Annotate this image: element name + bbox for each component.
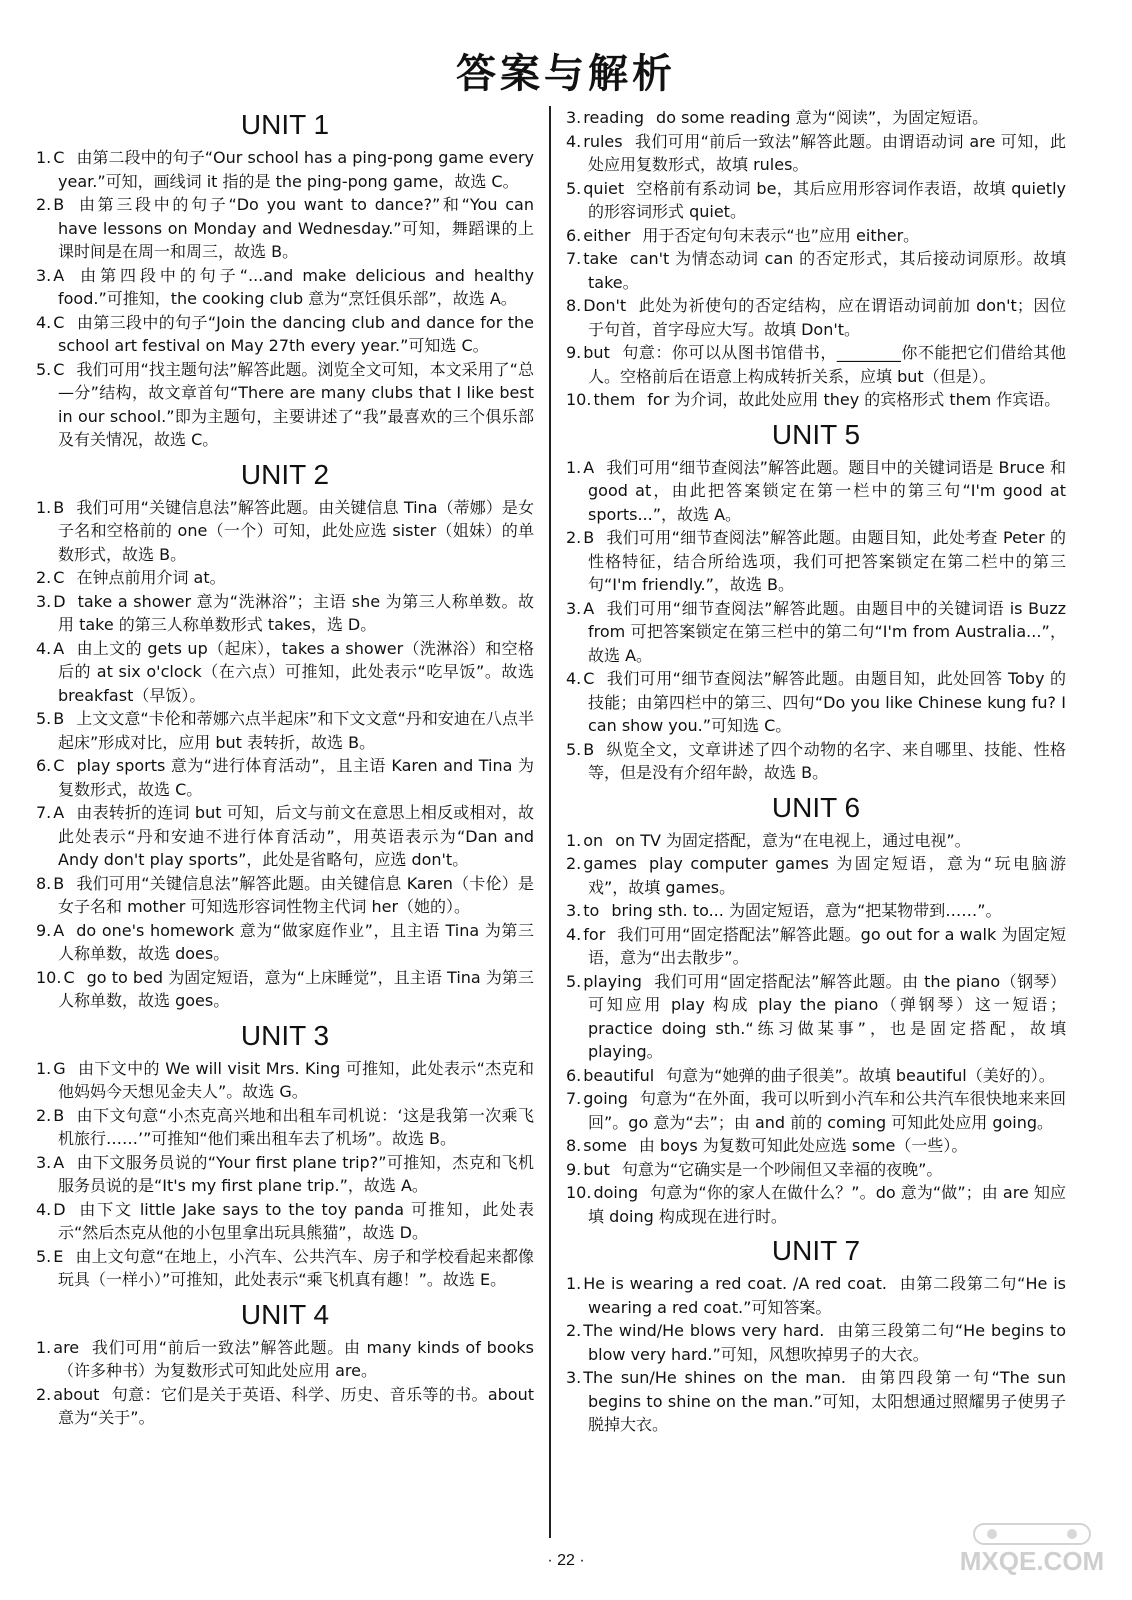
item-answer: going xyxy=(583,1089,628,1108)
answer-item xyxy=(36,566,534,590)
right-column xyxy=(566,106,1066,1443)
item-number: 1. xyxy=(36,1058,52,1078)
unit-heading: UNIT 1 xyxy=(240,109,330,140)
answer-item xyxy=(36,1198,534,1245)
item-number: 4. xyxy=(566,131,582,151)
item-number: 2. xyxy=(566,854,582,873)
item-number: 4. xyxy=(36,312,52,332)
watermark-text: MXQE.COM xyxy=(959,1546,1105,1576)
item-number: 9. xyxy=(36,920,52,940)
answer-item xyxy=(566,1366,1066,1437)
item-explanation: 我们可用“关键信息法”解答此题。由关键信息 Karen（卡伦）是女子名和 mother 可知选形容词性物主代词 her（她的）。 xyxy=(58,873,534,916)
item-explanation: 句意为“它确实是一个吵闹但又幸福的夜晚”。 xyxy=(621,1159,943,1179)
item-number: 3. xyxy=(566,901,582,920)
answer-item xyxy=(566,738,1066,785)
answer-item xyxy=(36,637,534,708)
answer-item xyxy=(566,667,1066,738)
answer-item xyxy=(36,1245,534,1292)
item-answer: doing xyxy=(593,1183,639,1202)
item-number: 1. xyxy=(36,497,52,517)
item-number: 3. xyxy=(36,1152,52,1172)
unit-section xyxy=(36,1298,534,1430)
answer-item xyxy=(566,829,1066,853)
item-explanation: bring sth. to... 为固定短语，意为“把某物带到……”。 xyxy=(611,901,1002,920)
left-column xyxy=(36,106,534,1436)
answer-item xyxy=(36,146,534,193)
item-explanation: 由上文的 gets up（起床），takes a shower（洗淋浴）和空格后的 at six o'clock（在六点）可推知，此处表示“吃早饭”。故选 breakfast（早饭）。 xyxy=(58,638,534,705)
answer-item xyxy=(36,311,534,358)
item-number: 1. xyxy=(36,148,52,167)
item-answer: A xyxy=(53,1152,65,1172)
item-answer: E xyxy=(53,1246,64,1266)
item-explanation: go to bed 为固定短语，意为“上床睡觉”，且主语 Tina 为第三人称单数，故选 goes。 xyxy=(58,967,534,1010)
item-answer: A xyxy=(53,265,65,285)
item-number: 4. xyxy=(566,924,582,944)
item-number: 2. xyxy=(36,568,52,587)
item-answer: The sun/He shines on the man. xyxy=(583,1368,846,1387)
answer-item xyxy=(566,1134,1066,1158)
item-explanation: 由下文 little Jake says to the toy panda 可推知，此处表示“然后杰克从他的小包里拿出玩具熊猫”，故选 D。 xyxy=(58,1199,534,1242)
answer-item xyxy=(36,358,534,452)
item-answer: C xyxy=(53,568,65,587)
item-answer: B xyxy=(583,528,595,547)
answer-item xyxy=(566,294,1066,341)
item-number: 3. xyxy=(36,265,52,285)
item-number: 5. xyxy=(566,739,582,759)
item-explanation: 由下文中的 We will visit Mrs. King 可推知，此处表示“杰克和他妈妈今天想见金夫人”。故选 G。 xyxy=(58,1058,534,1101)
item-explanation: 由上文句意“在地上，小汽车、公共汽车、房子和学校看起来都像玩具（一样小）”可推知，此处表示“乘飞机真有趣！”。故选 E。 xyxy=(58,1246,534,1289)
answer-item xyxy=(566,177,1066,224)
answer-item xyxy=(36,872,534,919)
item-answer: rules xyxy=(583,131,623,151)
unit-heading: UNIT 3 xyxy=(240,1019,330,1051)
answer-item xyxy=(36,1383,534,1430)
item-explanation: play sports 意为“进行体育活动”，且主语 Karen and Tina 为复数形式，故选 C。 xyxy=(58,756,534,799)
item-explanation: 由表转折的连词 but 可知，后文与前文在意思上相反或相对，故此处表示“丹和安迪不进行体育活动”，用英语表示为“Dan and Andy don't play sports”，此处是省略句，应选 don't。 xyxy=(58,803,534,869)
item-explanation: 由第二段中的句子“Our school has a ping-pong game every year.”可知，画线词 it 指的是 the ping-pong game，故选 C。 xyxy=(58,148,534,191)
item-explanation: 句意为“你的家人在做什么？”。do 意为“做”；由 are 知应填 doing 构成现在进行时。 xyxy=(588,1183,1066,1226)
item-answer: B xyxy=(53,873,65,893)
item-explanation: 我们可用“细节查阅法”解答此题。由题目中的关键词语 is Buzz from 可把答案锁定在第三栏中的第二句“I'm from Australia...”，故选 A。 xyxy=(588,598,1066,665)
answer-item xyxy=(566,1064,1066,1088)
item-explanation: do one's homework 意为“做家庭作业”，且主语 Tina 为第三人称单数，故选 does。 xyxy=(58,920,534,963)
unit-heading: UNIT 6 xyxy=(771,791,861,823)
answer-item xyxy=(36,1151,534,1198)
column-divider xyxy=(549,106,551,1538)
answer-item xyxy=(566,1158,1066,1182)
answer-item xyxy=(36,1336,534,1383)
item-number: 7. xyxy=(36,803,52,822)
item-explanation: 空格前有系动词 be，其后应用形容词作表语，故填 quietly 的形容词形式 quiet。 xyxy=(588,178,1066,221)
item-explanation: 在钟点前用介词 at。 xyxy=(76,568,226,587)
item-answer: C xyxy=(53,756,65,775)
item-answer: C xyxy=(63,967,75,987)
item-number: 5. xyxy=(36,359,52,379)
answer-item xyxy=(36,754,534,801)
unit-heading: UNIT 7 xyxy=(771,1235,861,1266)
answer-item xyxy=(566,526,1066,597)
item-answer: either xyxy=(583,225,631,245)
item-explanation: 由第四段中的句子“...and make delicious and healthy food.”可推知，the cooking club 意为“烹饪俱乐部”，故选 A。 xyxy=(58,265,534,308)
item-number: 1. xyxy=(36,1337,52,1357)
item-answer: about xyxy=(53,1384,100,1404)
item-explanation: 由第三段中的句子“Do you want to dance?”和“You can have lessons on Monday and Wednesday.”可知，舞蹈课的上课时间是在周一和周三，故选 B。 xyxy=(58,195,534,261)
item-explanation: play computer games 为固定短语，意为“玩电脑游戏”，故填 games。 xyxy=(588,854,1066,897)
item-number: 5. xyxy=(36,1246,52,1266)
item-explanation: 我们可用“固定搭配法”解答此题。由 the piano（钢琴）可知应用 play 构成 play the piano（弹钢琴）这一短语；practice doing sth.“练习做某事”，也是固定搭配，故填 playing。 xyxy=(588,971,1066,1061)
unit-heading: UNIT 2 xyxy=(240,458,330,490)
item-answer: A xyxy=(53,803,65,822)
answer-item xyxy=(566,247,1066,294)
item-number: 2. xyxy=(566,1321,582,1340)
watermark xyxy=(942,1522,1122,1578)
item-answer: B xyxy=(53,709,65,728)
answer-item xyxy=(566,852,1066,899)
item-number: 7. xyxy=(566,249,582,268)
item-answer: games xyxy=(583,854,637,873)
item-number: 10. xyxy=(566,390,592,409)
answer-item xyxy=(36,193,534,264)
answer-item xyxy=(36,966,534,1013)
item-answer: C xyxy=(583,669,595,688)
item-explanation: 我们可用“关键信息法”解答此题。由关键信息 Tina（蒂娜）是女子名和空格前的 one（一个）可知，此处应选 sister（姐妹）的单数形式，故选 B。 xyxy=(58,497,534,564)
item-explanation: 由第三段中的句子“Join the dancing club and dance for the school art festival on May 27th every year.”可知选 C。 xyxy=(58,312,534,355)
item-explanation: 我们可用“找主题句法”解答此题。浏览全文可知，本文采用了“总—分”结构，故文章首句“There are many clubs that I like best in our school.”即为主题句，主要讲述了“我”最喜欢的三个俱乐部及有关情况，故选 C。 xyxy=(58,359,534,449)
unit-section xyxy=(566,1234,1066,1437)
item-explanation: 我们可用“固定搭配法”解答此题。go out for a walk 为固定短语，意为“出去散步”。 xyxy=(588,924,1066,967)
item-answer: but xyxy=(583,1159,610,1179)
item-explanation: 我们可用“前后一致法”解答此题。由 many kinds of books（许多种书）为复数形式可知此处应用 are。 xyxy=(58,1337,534,1380)
item-number: 1. xyxy=(566,1274,582,1293)
answer-item xyxy=(566,1181,1066,1228)
item-number: 2. xyxy=(36,1384,52,1404)
item-number: 3. xyxy=(36,591,52,611)
item-explanation: 句意为“她弹的曲子很美”。故填 beautiful（美好的）。 xyxy=(666,1065,1055,1085)
answer-item xyxy=(36,707,534,754)
item-number: 7. xyxy=(566,1089,582,1108)
item-explanation: 由下文服务员说的“Your first plane trip?”可推知，杰克和飞机服务员说的是“It's my first plane trip.”，故选 A。 xyxy=(58,1152,534,1195)
item-answer: beautiful xyxy=(583,1065,655,1085)
item-number: 6. xyxy=(566,1065,582,1085)
answer-item xyxy=(36,919,534,966)
item-explanation: 由第二段第二句“He is wearing a red coat.”可知答案。 xyxy=(588,1274,1066,1317)
item-explanation: 我们可用“细节查阅法”解答此题。由题目知，此处考查 Peter 的性格特征，结合所给选项，我们可把答案锁定在第二栏中的第三句“I'm friendly.”，故选 B。 xyxy=(588,528,1066,594)
item-answer: to xyxy=(583,901,600,920)
item-number: 9. xyxy=(566,1159,582,1179)
item-answer: C xyxy=(53,312,65,332)
unit-section xyxy=(566,418,1066,785)
item-number: 2. xyxy=(566,528,582,547)
item-answer: The wind/He blows very hard. xyxy=(583,1321,825,1340)
item-number: 3. xyxy=(566,1368,582,1387)
item-number: 4. xyxy=(36,1199,52,1219)
item-answer: but xyxy=(583,343,610,362)
item-number: 4. xyxy=(36,638,52,658)
item-number: 2. xyxy=(36,1105,52,1125)
unit-heading: UNIT 5 xyxy=(771,418,861,450)
item-answer: for xyxy=(583,924,606,944)
item-answer: A xyxy=(583,457,595,477)
item-explanation: take a shower 意为“洗淋浴”；主语 she 为第三人称单数。故用 take 的第三人称单数形式 takes，选 D。 xyxy=(58,591,534,634)
item-explanation: 由第四段第一句“The sun begins to shine on the man.”可知，太阳想通过照耀男子使男子脱掉大衣。 xyxy=(588,1368,1066,1434)
item-answer: He is wearing a red coat. /A red coat. xyxy=(583,1274,887,1293)
answer-item xyxy=(566,1087,1066,1134)
item-number: 2. xyxy=(36,195,52,214)
item-explanation: 上文文意“卡伦和蒂娜六点半起床”和下文文意“丹和安迪在八点半起床”形成对比，应用 but 表转折，故选 B。 xyxy=(58,709,534,752)
item-number: 10. xyxy=(566,1183,592,1202)
item-number: 1. xyxy=(566,830,582,850)
item-explanation: 由下文句意“小杰克高兴地和出租车司机说：‘这是我第一次乘飞机旅行……’”可推知“他们乘出租车去了机场”。故选 B。 xyxy=(58,1105,534,1148)
answer-item xyxy=(566,970,1066,1064)
item-number: 10. xyxy=(36,967,62,987)
unit-section xyxy=(36,458,534,1013)
item-answer: D xyxy=(53,591,66,611)
unit-section xyxy=(36,108,534,452)
item-answer: quiet xyxy=(583,178,625,198)
item-explanation: do some reading 意为“阅读”，为固定短语。 xyxy=(656,108,989,127)
item-answer: C xyxy=(53,359,65,379)
item-answer: B xyxy=(583,739,595,759)
answer-item xyxy=(566,130,1066,177)
item-number: 8. xyxy=(566,1136,582,1155)
item-number: 8. xyxy=(36,873,52,893)
answer-item xyxy=(36,1057,534,1104)
item-answer: A xyxy=(583,598,595,618)
item-explanation: 句意：它们是关于英语、科学、历史、音乐等的书。about 意为“关于”。 xyxy=(58,1384,534,1427)
item-answer: some xyxy=(583,1136,627,1155)
item-answer: take xyxy=(583,249,618,268)
item-explanation: 此处为祈使句的否定结构，应在谓语动词前加 don't；因位于句首，首字母应大写。故填 Don't。 xyxy=(588,296,1066,339)
unit-heading: UNIT 4 xyxy=(240,1298,330,1330)
unit-section xyxy=(566,106,1066,412)
item-answer: D xyxy=(53,1199,66,1219)
item-answer: A xyxy=(53,638,65,658)
item-answer: them xyxy=(593,390,636,409)
item-number: 5. xyxy=(566,178,582,198)
item-answer: C xyxy=(53,148,65,167)
page-title: 答案与解析 xyxy=(456,51,676,97)
item-answer: playing xyxy=(583,971,642,991)
answer-item xyxy=(566,388,1066,412)
page-number: · 22 · xyxy=(547,1552,585,1569)
answer-item xyxy=(36,1104,534,1151)
answer-item xyxy=(566,899,1066,923)
item-answer: B xyxy=(53,497,65,517)
watermark-logo-icon xyxy=(972,1522,1092,1546)
item-answer: G xyxy=(53,1058,66,1078)
item-answer: A xyxy=(53,920,65,940)
item-explanation: 句意：你可以从图书馆借书，________你不能把它们借给其他人。空格前后在语意上构成转折关系，应填 but（但是）。 xyxy=(588,343,1066,386)
answer-item xyxy=(566,224,1066,248)
item-number: 3. xyxy=(566,108,582,127)
item-number: 9. xyxy=(566,343,582,362)
item-number: 5. xyxy=(36,709,52,728)
item-answer: are xyxy=(53,1337,80,1357)
answer-item xyxy=(566,341,1066,388)
item-explanation: on TV 为固定搭配，意为“在电视上，通过电视”。 xyxy=(615,830,971,850)
answer-item xyxy=(566,597,1066,668)
answer-item xyxy=(36,801,534,872)
item-explanation: 由 boys 为复数可知此处应选 some（一些）。 xyxy=(638,1136,968,1155)
item-explanation: 由第三段第二句“He begins to blow very hard.”可知，风想吹掉男子的大衣。 xyxy=(588,1321,1066,1364)
item-explanation: 用于否定句句末表示“也”应用 either。 xyxy=(642,225,920,245)
answer-item xyxy=(566,106,1066,130)
answer-item xyxy=(566,1319,1066,1366)
item-number: 8. xyxy=(566,296,582,315)
item-answer: reading xyxy=(583,108,645,127)
item-answer: on xyxy=(583,830,604,850)
unit-section xyxy=(36,1019,534,1292)
item-explanation: 纵览全文，文章讲述了四个动物的名字、来自哪里、技能、性格等，但是没有介绍年龄，故选 B。 xyxy=(588,739,1066,782)
item-answer: B xyxy=(53,1105,65,1125)
item-answer: Don't xyxy=(583,296,627,315)
item-explanation: 我们可用“前后一致法”解答此题。由谓语动词 are 可知，此处应用复数形式，故填 rules。 xyxy=(588,131,1066,174)
answer-item xyxy=(566,923,1066,970)
answer-item xyxy=(36,264,534,311)
item-number: 3. xyxy=(566,598,582,618)
item-number: 4. xyxy=(566,669,582,688)
item-explanation: 我们可用“细节查阅法”解答此题。题目中的关键词语是 Bruce 和 good at，由此把答案锁定在第一栏中的第三句“I'm good at sports...”，故选 A。 xyxy=(588,457,1066,524)
answer-item xyxy=(566,456,1066,527)
answer-item xyxy=(36,496,534,567)
item-explanation: 句意为“在外面，我可以听到小汽车和公共汽车很快地来来回回”。go 意为“去”；由 and 前的 coming 可知此处应用 going。 xyxy=(588,1089,1066,1132)
item-number: 1. xyxy=(566,457,582,477)
answer-item xyxy=(36,590,534,637)
item-answer: B xyxy=(53,195,65,214)
answer-item xyxy=(566,1272,1066,1319)
item-number: 6. xyxy=(36,756,52,775)
item-explanation: can't 为情态动词 can 的否定形式，其后接动词原形。故填 take。 xyxy=(588,249,1066,292)
unit-section xyxy=(566,791,1066,1229)
item-number: 6. xyxy=(566,225,582,245)
item-number: 5. xyxy=(566,971,582,991)
item-explanation: 我们可用“细节查阅法”解答此题。由题目知，此处回答 Toby 的技能；由第四栏中的第三、四句“Do you like Chinese kung fu? I can show you.”可知选 C。 xyxy=(588,669,1066,735)
item-explanation: for 为介词，故此处应用 they 的宾格形式 them 作宾语。 xyxy=(647,390,1061,409)
